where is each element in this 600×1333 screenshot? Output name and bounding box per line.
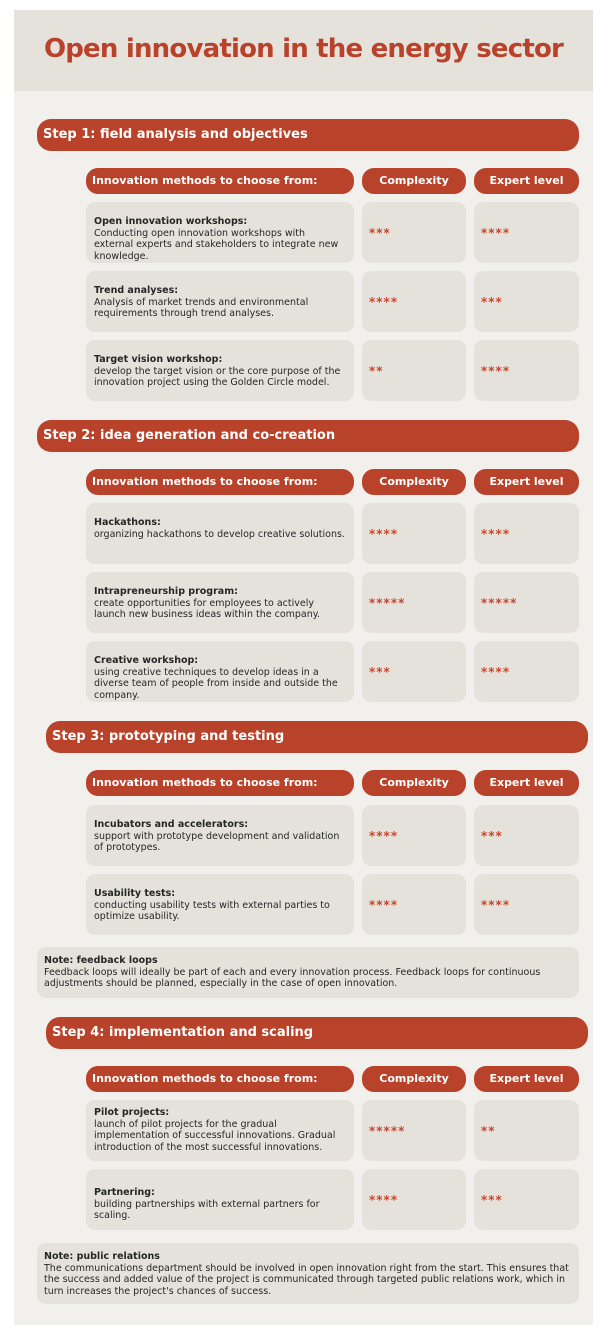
expert-rating: **** xyxy=(474,340,579,401)
method-cell xyxy=(86,340,354,401)
method-title: Partnering: xyxy=(94,1187,155,1198)
expert-header: Expert level xyxy=(474,1066,579,1092)
note-title: Note: public relations xyxy=(44,1251,160,1262)
method-cell xyxy=(86,874,354,935)
method-description: Conducting open innovation workshops with external experts and stakeholders to integrate new knowledge. xyxy=(94,227,339,262)
method-title: Trend analyses: xyxy=(94,285,179,296)
complexity-rating: ** xyxy=(362,340,466,401)
complexity-rating: **** xyxy=(362,503,466,564)
step-2-bar: Step 2: idea generation and co-creation xyxy=(37,420,579,452)
method-cell xyxy=(86,641,354,702)
page-title: Open innovation in the energy sector xyxy=(43,34,564,64)
complexity-rating: *** xyxy=(362,641,466,702)
method-cell xyxy=(86,1169,354,1230)
method-title: Incubators and accelerators: xyxy=(94,819,249,830)
complexity-rating: *** xyxy=(362,202,466,263)
expert-rating: ** xyxy=(474,1100,579,1161)
method-cell xyxy=(86,1100,354,1161)
note-title: Note: feedback loops xyxy=(44,955,158,966)
expert-rating: **** xyxy=(474,874,579,935)
expert-header: Expert level xyxy=(474,469,579,495)
method-cell xyxy=(86,202,354,263)
methods-header: Innovation methods to choose from: xyxy=(86,1066,354,1092)
expert-rating: **** xyxy=(474,202,579,263)
method-title: Creative workshop: xyxy=(94,655,199,666)
method-description: Analysis of market trends and environmental requirements through trend analyses. xyxy=(94,296,309,319)
methods-header: Innovation methods to choose from: xyxy=(86,770,354,796)
methods-header: Innovation methods to choose from: xyxy=(86,168,354,194)
complexity-rating: ***** xyxy=(362,572,466,633)
method-description: building partnerships with external partners for scaling. xyxy=(94,1198,320,1221)
note-text: The communications department should be involved in open innovation right from the start. This ensures that the success and added value of the project is communicated through targeted public relations work, which in turn increases the project's chances of success. xyxy=(44,1262,569,1297)
method-cell xyxy=(86,503,354,564)
method-title: Target vision workshop: xyxy=(94,354,223,365)
method-description: conducting usability tests with external parties to optimize usability. xyxy=(94,899,330,922)
complexity-header: Complexity xyxy=(362,469,466,495)
method-cell xyxy=(86,271,354,332)
complexity-rating: **** xyxy=(362,874,466,935)
expert-rating: *** xyxy=(474,1169,579,1230)
expert-rating: **** xyxy=(474,641,579,702)
header-band xyxy=(14,10,593,91)
step-3-bar: Step 3: prototyping and testing xyxy=(46,721,588,753)
expert-rating: **** xyxy=(474,503,579,564)
complexity-rating: **** xyxy=(362,1169,466,1230)
method-description: using creative techniques to develop ideas in a diverse team of people from inside and outside the company. xyxy=(94,666,338,701)
note-text: Feedback loops will ideally be part of each and every innovation process. Feedback loops for continuous adjustments should be planned, especially in the case of open innovation. xyxy=(44,966,541,989)
method-description: support with prototype development and validation of prototypes. xyxy=(94,830,340,853)
complexity-rating: **** xyxy=(362,805,466,866)
expert-rating: *** xyxy=(474,271,579,332)
infographic-page xyxy=(14,10,593,1325)
complexity-header: Complexity xyxy=(362,1066,466,1092)
complexity-rating: ***** xyxy=(362,1100,466,1161)
methods-header: Innovation methods to choose from: xyxy=(86,469,354,495)
complexity-header: Complexity xyxy=(362,770,466,796)
method-title: Hackathons: xyxy=(94,517,161,528)
complexity-rating: **** xyxy=(362,271,466,332)
step-4-bar: Step 4: implementation and scaling xyxy=(46,1017,588,1049)
method-title: Intrapreneurship program: xyxy=(94,586,238,597)
expert-rating: *** xyxy=(474,805,579,866)
method-description: organizing hackathons to develop creative solutions. xyxy=(94,528,345,540)
method-title: Pilot projects: xyxy=(94,1107,170,1118)
method-description: develop the target vision or the core purpose of the innovation project using the Golden Circle model. xyxy=(94,365,341,388)
step-1-bar: Step 1: field analysis and objectives xyxy=(37,119,579,151)
method-title: Usability tests: xyxy=(94,888,176,899)
expert-rating: ***** xyxy=(474,572,579,633)
method-description: launch of pilot projects for the gradual implementation of successful innovations. Gradual introduction of the most successful innovations. xyxy=(94,1118,336,1153)
method-cell xyxy=(86,572,354,633)
method-cell xyxy=(86,805,354,866)
method-description: create opportunities for employees to actively launch new business ideas within the company. xyxy=(94,597,321,620)
expert-header: Expert level xyxy=(474,770,579,796)
expert-header: Expert level xyxy=(474,168,579,194)
note-feedback-loops xyxy=(37,947,579,998)
complexity-header: Complexity xyxy=(362,168,466,194)
note-public-relations xyxy=(37,1243,579,1304)
method-title: Open innovation workshops: xyxy=(94,216,248,227)
